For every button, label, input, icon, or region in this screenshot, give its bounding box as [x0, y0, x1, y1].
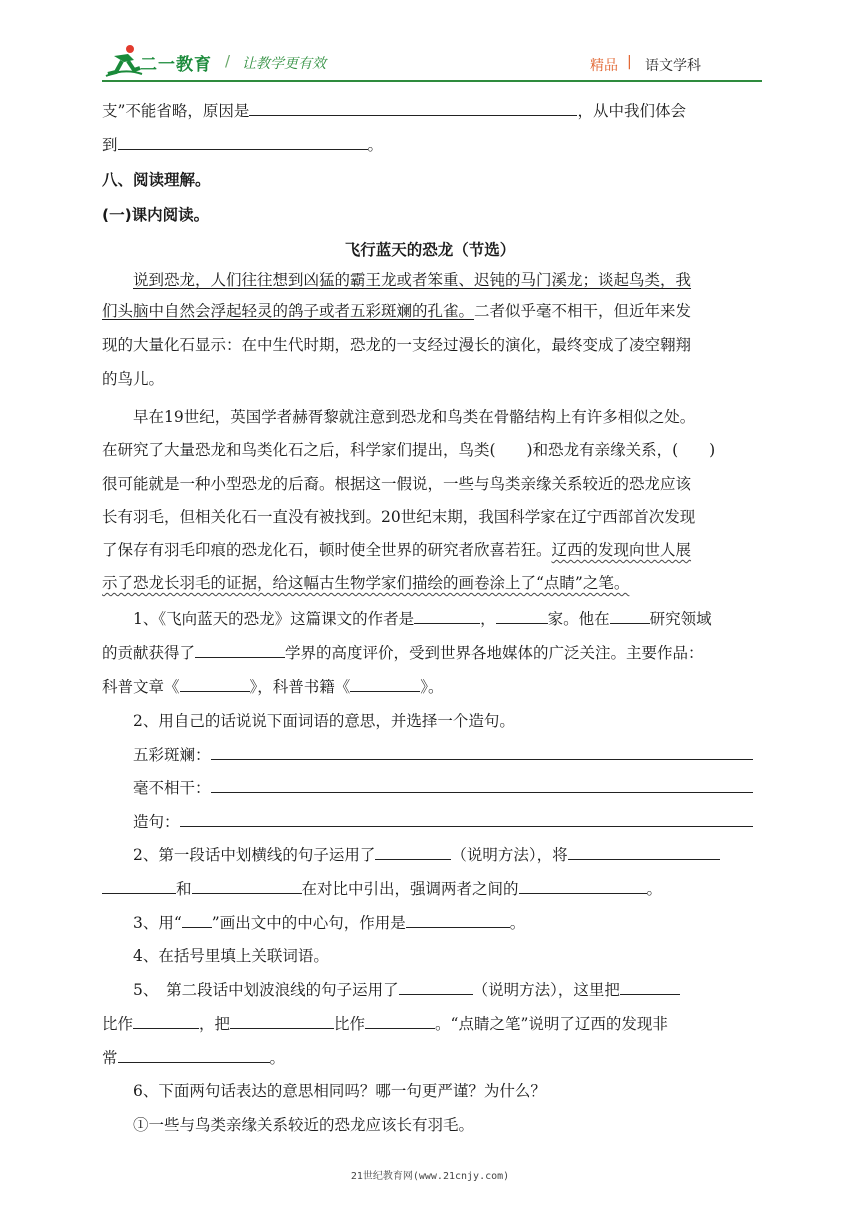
answer-blank[interactable]: [496, 609, 548, 624]
text: 在对比中引出，强调两者之间的: [301, 880, 519, 898]
text: 。“点睛之笔”说明了辽西的发现非: [435, 1015, 668, 1033]
question-7: 6、下面两句话表达的意思相同吗？哪一句更严谨？为什么？: [133, 1082, 546, 1100]
question-6: [133, 978, 680, 1000]
text: 比作: [102, 1015, 134, 1033]
header-separator: |: [627, 54, 632, 70]
question-1-line-2: [102, 641, 704, 663]
intro-line-1: [102, 99, 686, 121]
header-subject: 语文学科: [645, 58, 701, 74]
page-header: [0, 0, 860, 90]
passage-line: [102, 299, 691, 321]
logo-text: 二一教育: [140, 55, 212, 75]
intro-line-2: [102, 133, 383, 155]
text: ，从中我们体会: [577, 102, 686, 120]
section-subheading: (一)课内阅读。: [102, 206, 210, 224]
word-line: [133, 776, 753, 798]
text: 。: [646, 880, 663, 898]
passage-line: 在研究了大量恐龙和鸟类化石之后，科学家们提出，鸟类( )和恐龙有亲缘关系，( ): [102, 441, 716, 459]
answer-blank[interactable]: [102, 879, 176, 894]
text: （说明方法），这里把: [472, 981, 620, 999]
header-rule: [102, 80, 762, 82]
answer-blank[interactable]: [211, 745, 753, 760]
text: 5、 第二段话中划波浪线的句子运用了: [133, 981, 399, 999]
text: ，: [480, 610, 496, 628]
answer-blank[interactable]: [375, 845, 451, 860]
answer-blank[interactable]: [133, 1014, 199, 1029]
header-label: 精品: [590, 58, 618, 74]
answer-blank[interactable]: [365, 1014, 435, 1029]
text: 》。: [420, 678, 444, 696]
question-3-line-2: [102, 877, 662, 899]
answer-blank[interactable]: [192, 879, 302, 894]
logo: [104, 44, 224, 78]
header-slogan: 让教学更有效: [242, 56, 326, 72]
passage-line: 长有羽毛，但相关化石一直没有被找到。20世纪末期，我国科学家在辽宁西部首次发现: [102, 508, 696, 526]
text: 到: [102, 136, 118, 154]
question-3: [133, 843, 720, 865]
text: 科普文章《: [102, 678, 180, 696]
answer-blank[interactable]: [180, 677, 250, 692]
question-6-line-3: [102, 1046, 285, 1068]
word-line: [133, 743, 753, 765]
passage-line: 早在19世纪，英国学者赫胥黎就注意到恐龙和鸟类在骨骼结构上有许多相似之处。: [133, 408, 696, 426]
answer-blank[interactable]: [414, 609, 480, 624]
answer-blank[interactable]: [195, 643, 285, 658]
question-7-sentence-1: ①一些与鸟类亲缘关系较近的恐龙应该长有羽毛。: [133, 1116, 475, 1134]
text: 了保存有羽毛印痕的恐龙化石，顿时使全世界的研究者欣喜若狂。: [102, 541, 552, 559]
question-1-line-3: [102, 675, 444, 697]
question-6-line-2: [102, 1012, 668, 1034]
question-2: 2、用自己的话说说下面词语的意思，并选择一个造句。: [133, 712, 515, 730]
text: 。: [367, 136, 384, 154]
runner-logo-icon: [104, 44, 144, 78]
text: （说明方法），将: [451, 846, 568, 864]
question-5: 4、在括号里填上关联词语。: [133, 947, 329, 965]
text: 常: [102, 1049, 118, 1067]
passage-line: 现的大量化石显示：在中生代时期，恐龙的一支经过漫长的演化，最终变成了凌空翱翔: [102, 336, 692, 354]
text: 2、第一段话中划横线的句子运用了: [133, 846, 376, 864]
underlined-sentence: 们头脑中自然会浮起轻灵的鸽子或者五彩斑斓的孔雀。: [102, 302, 475, 320]
page-footer: 21世纪教育网(www.21cnjy.com): [350, 1171, 510, 1182]
text: 五彩斑斓：: [133, 746, 211, 764]
answer-blank[interactable]: [180, 812, 753, 827]
text: 二者似乎毫不相干，但近年来发: [474, 302, 692, 320]
text: ”画出文中的中心句，作用是: [211, 914, 406, 932]
text: 。: [269, 1049, 286, 1067]
word-line: [133, 810, 753, 832]
answer-blank[interactable]: [620, 980, 680, 995]
passage-title: 飞行蓝天的恐龙（节选）: [344, 241, 516, 259]
text: 。: [509, 914, 526, 932]
text: 毫不相干：: [133, 779, 211, 797]
underlined-sentence: 说到恐龙，人们往往想到凶猛的霸王龙或者笨重、迟钝的马门溪龙；谈起鸟类，我: [133, 271, 692, 289]
passage-line: [133, 268, 691, 290]
text: 》，科普书籍《: [249, 678, 351, 696]
wavy-sentence: 示了恐龙长羽毛的证据，给这幅古生物学家们描绘的画卷涂上了“点睛”之笔。: [102, 574, 630, 592]
answer-blank[interactable]: [406, 913, 510, 928]
header-divider: /: [225, 52, 231, 70]
answer-blank[interactable]: [610, 609, 650, 624]
answer-blank[interactable]: [230, 1014, 334, 1029]
answer-blank[interactable]: [350, 677, 420, 692]
text: 学界的高度评价，受到世界各地媒体的广泛关注。主要作品：: [285, 644, 704, 662]
passage-line: [102, 538, 691, 560]
question-1: [133, 607, 712, 629]
text: 和: [176, 880, 192, 898]
text: 比作: [334, 1015, 366, 1033]
question-4: [133, 911, 525, 933]
passage-line: 的鸟儿。: [102, 370, 165, 388]
answer-blank[interactable]: [118, 135, 368, 150]
text: 家。他在: [547, 610, 610, 628]
answer-blank[interactable]: [182, 913, 212, 928]
answer-blank[interactable]: [249, 101, 577, 116]
passage-line: [102, 571, 629, 593]
wavy-sentence: 辽西的发现向世人展: [551, 541, 692, 559]
answer-blank[interactable]: [211, 778, 753, 793]
section-heading: 八、阅读理解。: [102, 171, 211, 189]
text: 造句：: [133, 813, 180, 831]
answer-blank[interactable]: [118, 1048, 270, 1063]
text: 支”不能省略，原因是: [102, 102, 250, 120]
text: 的贡献获得了: [102, 644, 196, 662]
answer-blank[interactable]: [519, 879, 647, 894]
answer-blank[interactable]: [399, 980, 473, 995]
passage-line: 很可能就是一种小型恐龙的后裔。根据这一假说，一些与鸟类亲缘关系较近的恐龙应该: [102, 475, 692, 493]
text: 研究领域: [649, 610, 712, 628]
answer-blank[interactable]: [568, 845, 720, 860]
text: ，把: [199, 1015, 231, 1033]
text: 3、用“: [133, 914, 182, 932]
text: 1、《飞向蓝天的恐龙》这篇课文的作者是: [133, 610, 415, 628]
